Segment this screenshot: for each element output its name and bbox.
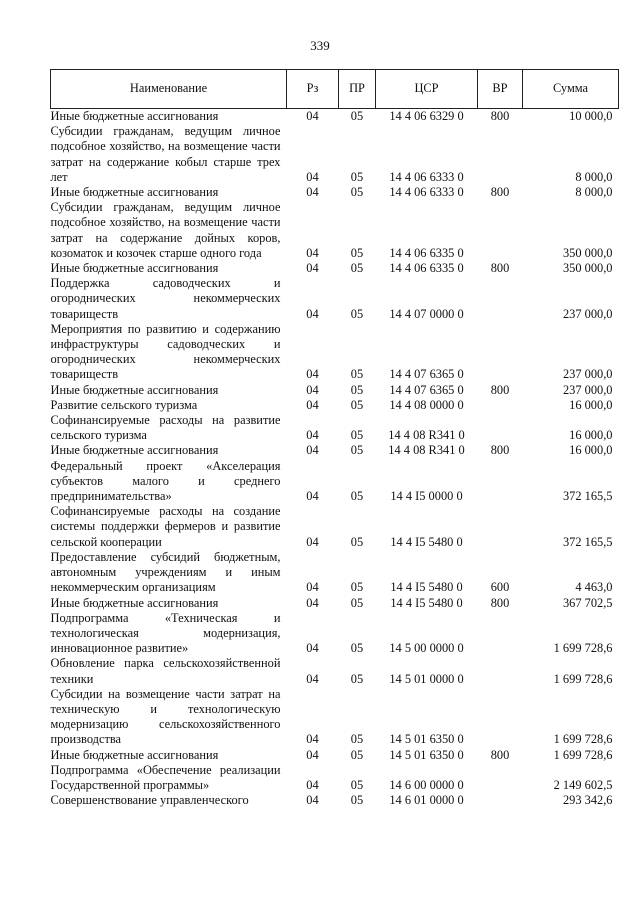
cell-sum: 350 000,0 — [562, 245, 613, 260]
cell-csr: 14 6 00 0000 0 — [389, 777, 464, 792]
table-row — [51, 793, 619, 808]
cell-sum: 16 000,0 — [569, 443, 613, 458]
table-row — [51, 200, 619, 261]
table-row — [51, 687, 619, 748]
column-header-name: Наименование — [51, 70, 287, 109]
cell-vr — [478, 504, 523, 550]
cell-rz: 04 — [306, 245, 319, 260]
cell-rz: 04 — [306, 732, 319, 747]
cell-rz: 04 — [306, 489, 319, 504]
cell-sum: 372 165,5 — [562, 489, 613, 504]
cell-rz: 04 — [306, 580, 319, 595]
column-header-vr: ВР — [478, 70, 523, 109]
cell-csr: 14 4 08 0000 0 — [389, 397, 464, 412]
cell-name: Иные бюджетные ассигнования — [50, 185, 219, 200]
cell-name: Иные бюджетные ассигнования — [50, 443, 219, 458]
cell-pr: 05 — [350, 580, 364, 595]
cell-csr: 14 5 00 0000 0 — [389, 641, 464, 656]
cell-csr: 14 4 07 0000 0 — [389, 306, 464, 321]
column-header-rz: Рз — [287, 70, 339, 109]
table-row — [51, 763, 619, 793]
table-header-row — [51, 70, 619, 109]
cell-csr: 14 5 01 6350 0 — [389, 747, 464, 762]
cell-csr: 14 4 08 R341 0 — [388, 428, 465, 443]
table-row — [51, 596, 619, 611]
cell-vr: 600 — [490, 580, 510, 595]
table-row — [51, 109, 619, 125]
cell-csr: 14 4 06 6333 0 — [389, 169, 464, 184]
cell-sum: 237 000,0 — [562, 306, 613, 321]
cell-vr — [478, 398, 523, 413]
table-row — [51, 611, 619, 657]
cell-sum: 237 000,0 — [562, 382, 613, 397]
cell-vr — [478, 793, 523, 808]
cell-csr: 14 4 06 6335 0 — [389, 245, 464, 260]
cell-vr: 800 — [490, 747, 510, 762]
cell-sum: 8 000,0 — [575, 169, 613, 184]
table-row — [51, 459, 619, 505]
cell-sum: 16 000,0 — [569, 428, 613, 443]
cell-sum: 4 463,0 — [575, 580, 613, 595]
cell-vr: 800 — [490, 185, 510, 200]
budget-table — [50, 69, 619, 808]
cell-vr — [478, 124, 523, 185]
cell-pr: 05 — [350, 595, 364, 610]
cell-sum: 1 699 728,6 — [553, 671, 613, 686]
table-row — [51, 261, 619, 276]
cell-pr: 05 — [350, 777, 364, 792]
cell-rz: 04 — [306, 397, 319, 412]
cell-rz: 04 — [306, 641, 319, 656]
cell-vr: 800 — [490, 261, 510, 276]
cell-sum: 293 342,6 — [562, 793, 613, 808]
cell-rz: 04 — [306, 306, 319, 321]
table-row — [51, 656, 619, 686]
column-header-csr: ЦСР — [376, 70, 478, 109]
cell-vr — [478, 656, 523, 686]
table-row — [51, 504, 619, 550]
cell-pr: 05 — [350, 169, 364, 184]
cell-vr: 800 — [490, 382, 510, 397]
cell-pr: 05 — [350, 109, 364, 123]
cell-name: Субсидии на возмещение части затрат на техническую и технологическую модернизацию сельскохозяйственного производства — [50, 686, 281, 747]
cell-vr: 800 — [490, 109, 510, 123]
cell-pr: 05 — [350, 534, 364, 549]
cell-vr — [478, 276, 523, 322]
cell-rz: 04 — [306, 185, 319, 200]
cell-pr: 05 — [350, 671, 364, 686]
cell-csr: 14 4 I5 5480 0 — [390, 595, 463, 610]
cell-sum: 367 702,5 — [562, 595, 613, 610]
cell-vr: 800 — [490, 595, 510, 610]
cell-csr: 14 4 08 R341 0 — [388, 443, 465, 458]
cell-sum: 372 165,5 — [562, 534, 613, 549]
table-row — [51, 322, 619, 383]
cell-sum: 1 699 728,6 — [553, 732, 613, 747]
cell-rz: 04 — [306, 261, 319, 276]
cell-name: Развитие сельского туризма — [50, 397, 198, 412]
column-header-sum: Сумма — [523, 70, 619, 109]
cell-name: Мероприятия по развитию и содержанию инфраструктуры садоводческих и огороднических некоммерческих товариществ — [50, 321, 281, 382]
table-row — [51, 124, 619, 185]
cell-sum: 16 000,0 — [569, 397, 613, 412]
cell-pr: 05 — [350, 747, 364, 762]
cell-pr: 05 — [350, 793, 364, 808]
table-row — [51, 185, 619, 200]
table-row — [51, 398, 619, 413]
cell-csr: 14 4 06 6333 0 — [389, 185, 464, 200]
cell-rz: 04 — [306, 109, 319, 123]
cell-pr: 05 — [350, 367, 364, 382]
cell-pr: 05 — [350, 382, 364, 397]
cell-csr: 14 5 01 6350 0 — [389, 732, 464, 747]
table-row — [51, 443, 619, 458]
cell-csr: 14 4 07 6365 0 — [389, 367, 464, 382]
cell-name: Иные бюджетные ассигнования — [50, 382, 219, 397]
cell-vr — [478, 200, 523, 261]
cell-csr: 14 4 06 6329 0 — [389, 109, 464, 123]
cell-sum: 10 000,0 — [569, 109, 613, 123]
cell-name: Иные бюджетные ассигнования — [50, 595, 219, 610]
cell-pr: 05 — [350, 428, 364, 443]
cell-name: Обновление парка сельскохозяйственной техники — [50, 656, 281, 686]
cell-vr — [478, 611, 523, 657]
cell-rz: 04 — [306, 671, 319, 686]
table-row — [51, 413, 619, 443]
cell-name: Софинансируемые расходы на развитие сельского туризма — [50, 413, 281, 443]
cell-name: Федеральный проект «Акселерация субъектов малого и среднего предпринимательства» — [50, 458, 281, 504]
cell-pr: 05 — [350, 245, 364, 260]
cell-sum: 2 149 602,5 — [553, 777, 613, 792]
cell-sum: 1 699 728,6 — [553, 641, 613, 656]
cell-name: Субсидии гражданам, ведущим личное подсобное хозяйство, на возмещение части затрат на содержание дойных коров, козоматок и козочек старше одного года — [50, 200, 281, 260]
cell-rz: 04 — [306, 777, 319, 792]
cell-name: Подпрограмма «Техническая и технологическая модернизация, инновационное развитие» — [50, 610, 281, 656]
cell-pr: 05 — [350, 641, 364, 656]
cell-csr: 14 4 06 6335 0 — [389, 261, 464, 276]
cell-sum: 350 000,0 — [562, 261, 613, 276]
cell-name: Поддержка садоводческих и огороднических некоммерческих товариществ — [50, 276, 281, 321]
cell-rz: 04 — [306, 169, 319, 184]
cell-sum: 237 000,0 — [562, 367, 613, 382]
cell-rz: 04 — [306, 747, 319, 762]
cell-name: Подпрограмма «Обеспечение реализации Государственной программы» — [50, 762, 281, 792]
cell-vr — [478, 413, 523, 443]
table-row — [51, 550, 619, 596]
page-number: 339 — [310, 38, 330, 53]
table-body — [51, 109, 619, 809]
cell-csr: 14 6 01 0000 0 — [389, 793, 464, 808]
cell-rz: 04 — [306, 793, 319, 808]
cell-vr — [478, 322, 523, 383]
cell-name: Совершенствование управленческого — [50, 793, 249, 808]
cell-pr: 05 — [350, 732, 364, 747]
cell-rz: 04 — [306, 382, 319, 397]
cell-csr: 14 4 I5 5480 0 — [390, 534, 463, 549]
column-header-pr: ПР — [339, 70, 376, 109]
table-row — [51, 383, 619, 398]
cell-vr — [478, 459, 523, 505]
cell-csr: 14 5 01 0000 0 — [389, 671, 464, 686]
cell-vr — [478, 687, 523, 748]
cell-rz: 04 — [306, 443, 319, 458]
cell-vr — [478, 763, 523, 793]
cell-pr: 05 — [350, 489, 364, 504]
cell-pr: 05 — [350, 443, 364, 458]
cell-name: Предоставление субсидий бюджетным, автономным учреждениям и иным некоммерческим организациям — [50, 549, 281, 595]
cell-name: Иные бюджетные ассигнования — [50, 747, 219, 762]
table-row — [51, 748, 619, 763]
cell-pr: 05 — [350, 397, 364, 412]
cell-name: Софинансируемые расходы на создание системы поддержки фермеров и развитие сельской кооперации — [50, 504, 281, 549]
cell-csr: 14 4 I5 5480 0 — [390, 580, 463, 595]
cell-rz: 04 — [306, 367, 319, 382]
table-row — [51, 276, 619, 322]
cell-pr: 05 — [350, 261, 364, 276]
cell-csr: 14 4 07 6365 0 — [389, 382, 464, 397]
cell-pr: 05 — [350, 185, 364, 200]
cell-name: Иные бюджетные ассигнования — [50, 109, 219, 123]
cell-rz: 04 — [306, 595, 319, 610]
cell-rz: 04 — [306, 534, 319, 549]
cell-sum: 8 000,0 — [575, 185, 613, 200]
cell-sum: 1 699 728,6 — [553, 747, 613, 762]
cell-pr: 05 — [350, 306, 364, 321]
cell-rz: 04 — [306, 428, 319, 443]
cell-vr: 800 — [490, 443, 510, 458]
cell-csr: 14 4 I5 0000 0 — [390, 489, 463, 504]
cell-name: Субсидии гражданам, ведущим личное подсобное хозяйство, на возмещение части затрат на содержание кобыл старше трех лет — [50, 124, 281, 184]
cell-name: Иные бюджетные ассигнования — [50, 261, 219, 276]
